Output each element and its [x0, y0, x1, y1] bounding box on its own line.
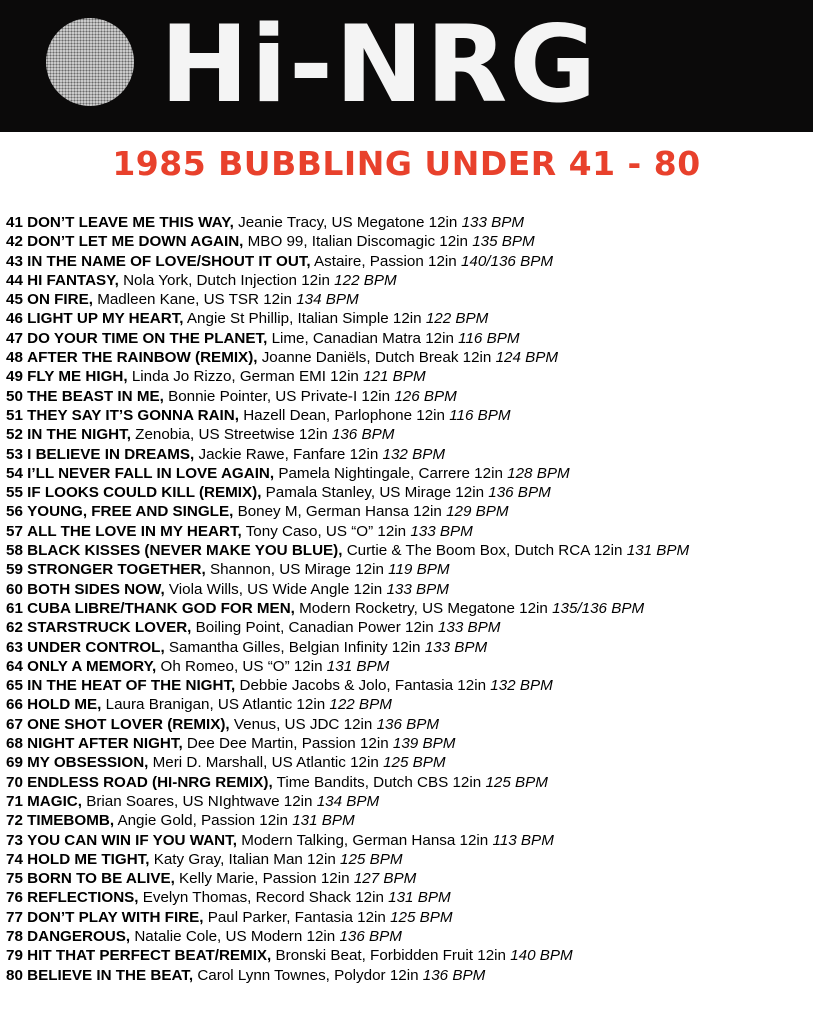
entry-bpm: 116 BPM — [449, 406, 511, 424]
entry-title: HOLD ME TIGHT, — [27, 850, 150, 868]
entry-bpm: 116 BPM — [458, 329, 520, 347]
entry-rank: 60 — [6, 580, 23, 598]
entry-bpm: 131 BPM — [388, 889, 451, 907]
list-item — [6, 309, 689, 328]
entry-details: Time Bandits, Dutch CBS 12in — [276, 773, 482, 791]
entry-title: NIGHT AFTER NIGHT, — [27, 735, 183, 753]
entry-rank: 63 — [6, 638, 23, 656]
entry-bpm: 122 BPM — [329, 696, 392, 714]
list-item — [6, 792, 689, 811]
list-item — [6, 367, 689, 386]
list-item — [6, 252, 689, 271]
entry-bpm: 113 BPM — [492, 831, 554, 849]
entry-bpm: 127 BPM — [353, 870, 417, 888]
entry-title: ALL THE LOVE IN MY HEART, — [27, 522, 242, 540]
entry-title: ON FIRE, — [27, 291, 93, 309]
entry-bpm: 132 BPM — [382, 445, 445, 463]
entry-title: DANGEROUS, — [27, 927, 131, 945]
entry-details: Lime, Canadian Matra 12in — [271, 329, 454, 347]
entry-bpm: 122 BPM — [334, 271, 397, 289]
list-item — [6, 946, 689, 965]
entry-details: Astaire, Passion 12in — [314, 252, 457, 270]
entry-bpm: 135/136 BPM — [552, 599, 645, 617]
entry-bpm: 133 BPM — [461, 214, 525, 231]
entry-details: Modern Rocketry, US Megatone 12in — [299, 599, 548, 617]
entry-details: MBO 99, Italian Discomagic 12in — [247, 233, 468, 251]
entry-details: Laura Branigan, US Atlantic 12in — [105, 696, 326, 714]
entry-details: Bonnie Pointer, US Private-I 12in — [168, 387, 391, 405]
list-item — [6, 618, 689, 637]
list-item — [6, 715, 689, 734]
entry-bpm: 134 BPM — [296, 291, 359, 309]
entry-details: Katy Gray, Italian Man 12in — [153, 850, 336, 868]
entry-bpm: 136 BPM — [339, 927, 402, 945]
list-item — [6, 213, 689, 232]
entry-bpm: 139 BPM — [392, 735, 456, 753]
entry-details: Shannon, US Mirage 12in — [209, 561, 384, 579]
entry-title: STARSTRUCK LOVER, — [27, 619, 192, 637]
entry-rank: 59 — [6, 561, 23, 579]
entry-title: THE BEAST IN ME, — [27, 387, 164, 405]
list-item — [6, 271, 689, 290]
entry-details: Boney M, German Hansa 12in — [237, 503, 442, 521]
entry-bpm: 133 BPM — [424, 638, 488, 656]
entry-rank: 51 — [6, 406, 23, 424]
entry-title: I’LL NEVER FALL IN LOVE AGAIN, — [27, 464, 275, 482]
entry-details: Paul Parker, Fantasia 12in — [207, 908, 386, 926]
entry-details: Hazell Dean, Parlophone 12in — [243, 406, 445, 424]
entry-details: Evelyn Thomas, Record Shack 12in — [142, 889, 384, 907]
entry-details: Natalie Cole, US Modern 12in — [134, 927, 336, 945]
entry-rank: 79 — [6, 947, 23, 965]
list-item — [6, 908, 689, 927]
entry-bpm: 129 BPM — [446, 503, 509, 521]
entry-bpm: 135 BPM — [472, 233, 535, 251]
entry-bpm: 133 BPM — [437, 619, 501, 637]
entry-bpm: 124 BPM — [495, 349, 559, 367]
entry-rank: 72 — [6, 812, 23, 830]
entry-rank: 57 — [6, 522, 23, 540]
entry-details: Angie Gold, Passion 12in — [117, 812, 288, 830]
entry-details: Dee Dee Martin, Passion 12in — [186, 735, 389, 753]
entry-title: LIGHT UP MY HEART, — [27, 310, 184, 328]
list-item — [6, 483, 689, 502]
entry-title: REFLECTIONS, — [27, 889, 139, 907]
entry-rank: 58 — [6, 542, 23, 560]
list-item — [6, 695, 689, 714]
entry-title: DON’T LET ME DOWN AGAIN, — [27, 233, 244, 251]
entry-title: BOTH SIDES NOW, — [27, 580, 165, 598]
entry-title: CUBA LIBRE/THANK GOD FOR MEN, — [27, 599, 295, 617]
list-item — [6, 580, 689, 599]
list-item — [6, 966, 689, 985]
entry-title: BORN TO BE ALIVE, — [27, 870, 175, 888]
header-banner — [0, 0, 813, 132]
entry-details: Venus, US JDC 12in — [233, 715, 373, 733]
entry-rank: 68 — [6, 735, 23, 753]
entry-bpm: 131 BPM — [292, 812, 355, 830]
entry-bpm: 133 BPM — [386, 580, 449, 598]
list-item — [6, 734, 689, 753]
entry-title: YOUNG, FREE AND SINGLE, — [27, 503, 234, 521]
entry-bpm: 125 BPM — [390, 908, 453, 926]
entry-bpm: 126 BPM — [394, 387, 457, 405]
entry-details: Madleen Kane, US TSR 12in — [97, 291, 292, 309]
list-item — [6, 638, 689, 657]
entry-bpm: 122 BPM — [425, 310, 489, 328]
logo-text: Hi-NRG — [160, 3, 599, 126]
entry-rank: 45 — [6, 291, 23, 309]
entry-details: Zenobia, US Streetwise 12in — [135, 426, 328, 444]
entry-title: I BELIEVE IN DREAMS, — [27, 445, 195, 463]
entry-rank: 42 — [6, 233, 23, 251]
entry-title: MY OBSESSION, — [27, 754, 149, 772]
list-item — [6, 657, 689, 676]
entry-rank: 48 — [6, 349, 23, 367]
entry-title: IN THE NAME OF LOVE/SHOUT IT OUT, — [27, 252, 311, 270]
entry-rank: 73 — [6, 831, 23, 849]
entry-details: Carol Lynn Townes, Polydor 12in — [197, 966, 419, 984]
entry-details: Modern Talking, German Hansa 12in — [241, 831, 489, 849]
entry-bpm: 121 BPM — [363, 368, 426, 386]
entry-title: HIT THAT PERFECT BEAT/REMIX, — [27, 947, 272, 965]
entry-rank: 53 — [6, 445, 23, 463]
list-item — [6, 541, 689, 560]
entry-title: DON’T PLAY WITH FIRE, — [27, 908, 204, 926]
entry-details: Nola York, Dutch Injection 12in — [123, 271, 330, 289]
list-item — [6, 445, 689, 464]
list-item — [6, 425, 689, 444]
entry-details: Tony Caso, US “O” 12in — [245, 522, 407, 540]
entry-bpm: 128 BPM — [507, 464, 570, 482]
entry-rank: 74 — [6, 850, 23, 868]
list-item — [6, 773, 689, 792]
entry-bpm: 131 BPM — [626, 542, 690, 560]
entry-bpm: 134 BPM — [316, 792, 380, 810]
entry-title: IN THE NIGHT, — [27, 426, 131, 444]
entry-rank: 69 — [6, 754, 23, 772]
entry-details: Angie St Phillip, Italian Simple 12in — [186, 310, 422, 328]
entry-rank: 44 — [6, 271, 23, 289]
entry-title: YOU CAN WIN IF YOU WANT, — [27, 831, 237, 849]
entry-bpm: 136 BPM — [376, 715, 440, 733]
entry-rank: 56 — [6, 503, 23, 521]
entry-rank: 61 — [6, 599, 23, 617]
list-item — [6, 387, 689, 406]
entry-bpm: 136 BPM — [488, 484, 551, 502]
entry-rank: 41 — [6, 214, 23, 231]
entry-rank: 52 — [6, 426, 23, 444]
entry-rank: 47 — [6, 329, 23, 347]
entry-details: Debbie Jacobs & Jolo, Fantasia 12in — [239, 677, 487, 695]
entry-rank: 43 — [6, 252, 23, 270]
entry-rank: 55 — [6, 484, 23, 502]
entry-title: HOLD ME, — [27, 696, 102, 714]
entry-rank: 71 — [6, 792, 23, 810]
entry-details: Joanne Daniëls, Dutch Break 12in — [261, 349, 492, 367]
entry-bpm: 119 BPM — [388, 561, 450, 579]
entry-bpm: 136 BPM — [422, 966, 486, 984]
entry-title: BLACK KISSES (NEVER MAKE YOU BLUE), — [27, 542, 343, 560]
entry-rank: 80 — [6, 966, 23, 984]
entry-bpm: 125 BPM — [485, 773, 548, 791]
halftone-disc-icon — [46, 18, 134, 106]
entry-rank: 77 — [6, 908, 23, 926]
entry-details: Jackie Rawe, Fanfare 12in — [198, 445, 379, 463]
entry-title: TIMEBOMB, — [27, 812, 115, 830]
entry-details: Kelly Marie, Passion 12in — [179, 870, 350, 888]
entry-details: Curtie & The Boom Box, Dutch RCA 12in — [346, 542, 623, 560]
entry-details: Oh Romeo, US “O” 12in — [160, 657, 323, 675]
entry-rank: 64 — [6, 657, 23, 675]
entry-rank: 50 — [6, 387, 23, 405]
entry-title: UNDER CONTROL, — [27, 638, 165, 656]
list-item — [6, 850, 689, 869]
list-item — [6, 232, 689, 251]
list-item — [6, 753, 689, 772]
list-item — [6, 329, 689, 348]
entry-bpm: 131 BPM — [326, 657, 390, 675]
entry-details: Samantha Gilles, Belgian Infinity 12in — [168, 638, 421, 656]
list-item — [6, 464, 689, 483]
entry-details: Meri D. Marshall, US Atlantic 12in — [152, 754, 379, 772]
entry-details: Bronski Beat, Forbidden Fruit 12in — [275, 947, 506, 965]
list-item — [6, 599, 689, 618]
entry-title: FLY ME HIGH, — [27, 368, 128, 386]
entry-title: STRONGER TOGETHER, — [27, 561, 206, 579]
entry-title: IF LOOKS COULD KILL (REMIX), — [27, 484, 262, 502]
entry-rank: 65 — [6, 677, 23, 695]
entry-details: Linda Jo Rizzo, German EMI 12in — [131, 368, 359, 386]
entry-rank: 54 — [6, 464, 23, 482]
entry-bpm: 132 BPM — [490, 677, 553, 695]
entry-bpm: 125 BPM — [340, 850, 403, 868]
entry-title: DO YOUR TIME ON THE PLANET, — [27, 329, 268, 347]
list-item — [6, 348, 689, 367]
list-item — [6, 676, 689, 695]
entry-details: Pamela Nightingale, Carrere 12in — [278, 464, 503, 482]
list-item — [6, 522, 689, 541]
list-item — [6, 811, 689, 830]
entry-bpm: 140/136 BPM — [460, 252, 553, 270]
entry-rank: 49 — [6, 368, 23, 386]
entry-rank: 66 — [6, 696, 23, 714]
list-item — [6, 502, 689, 521]
entry-rank: 76 — [6, 889, 23, 907]
list-item — [6, 406, 689, 425]
entry-details: Pamala Stanley, US Mirage 12in — [265, 484, 485, 502]
page-subtitle: 1985 BUBBLING UNDER 41 - 80 — [112, 144, 701, 183]
entry-title: ENDLESS ROAD (HI-NRG REMIX), — [27, 773, 273, 791]
entry-details: Boiling Point, Canadian Power 12in — [195, 619, 434, 637]
chart-list — [6, 213, 689, 985]
list-item — [6, 927, 689, 946]
list-item — [6, 831, 689, 850]
list-item — [6, 560, 689, 579]
list-item — [6, 869, 689, 888]
entry-title: MAGIC, — [27, 792, 82, 810]
entry-rank: 75 — [6, 870, 23, 888]
entry-bpm: 125 BPM — [383, 754, 446, 772]
entry-title: IN THE HEAT OF THE NIGHT, — [27, 677, 236, 695]
entry-title: THEY SAY IT’S GONNA RAIN, — [27, 406, 239, 424]
entry-title: HI FANTASY, — [27, 271, 119, 289]
list-item — [6, 290, 689, 309]
entry-title: ONE SHOT LOVER (REMIX), — [27, 715, 230, 733]
entry-rank: 62 — [6, 619, 23, 637]
entry-bpm: 136 BPM — [331, 426, 395, 444]
entry-bpm: 133 BPM — [410, 522, 473, 540]
entry-rank: 70 — [6, 773, 23, 791]
entry-title: ONLY A MEMORY, — [27, 657, 157, 675]
entry-details: Brian Soares, US NIghtwave 12in — [86, 792, 313, 810]
entry-rank: 67 — [6, 715, 23, 733]
list-item — [6, 888, 689, 907]
entry-details: Viola Wills, US Wide Angle 12in — [168, 580, 383, 598]
entry-bpm: 140 BPM — [510, 947, 573, 965]
entry-details: Jeanie Tracy, US Megatone 12in — [238, 214, 458, 231]
entry-title: AFTER THE RAINBOW (REMIX), — [27, 349, 258, 367]
entry-title: DON’T LEAVE ME THIS WAY, — [27, 214, 234, 231]
entry-title: BELIEVE IN THE BEAT, — [27, 966, 194, 984]
entry-rank: 46 — [6, 310, 23, 328]
entry-rank: 78 — [6, 927, 23, 945]
